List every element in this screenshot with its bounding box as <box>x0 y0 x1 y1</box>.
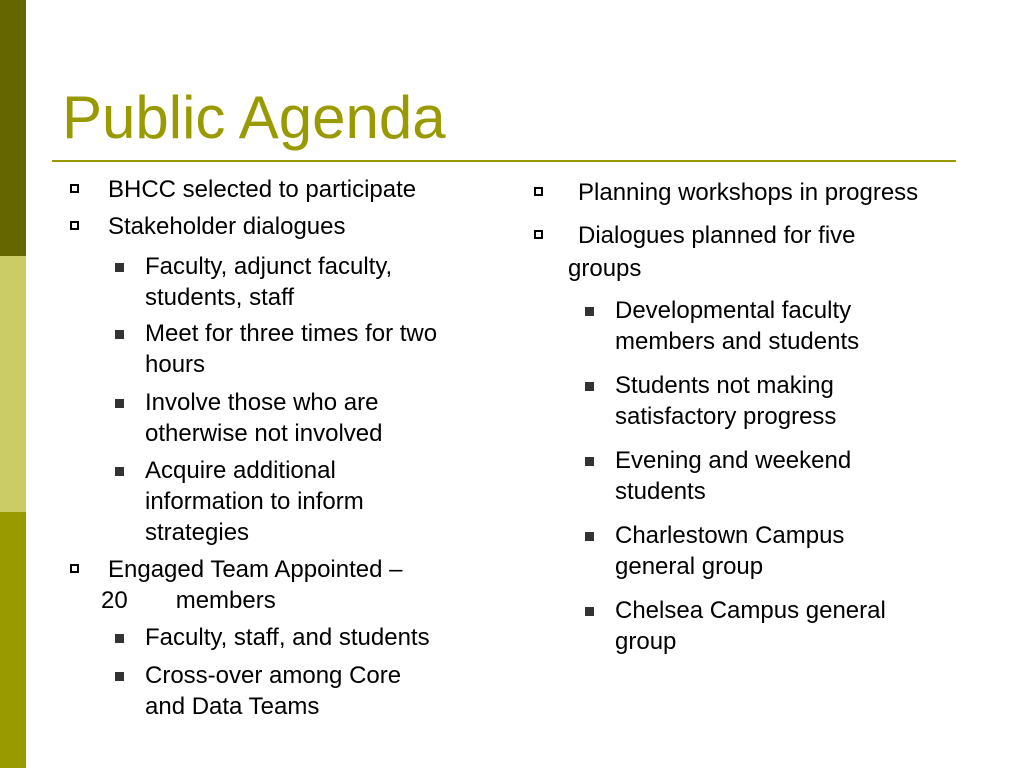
right-subitem <box>615 595 886 657</box>
title-divider <box>52 160 956 162</box>
left-bar-middle <box>0 256 26 512</box>
right-subitem-line: Evening and weekend <box>615 447 852 474</box>
left-bar-top <box>0 0 26 256</box>
hollow-square-bullet-icon <box>534 187 543 196</box>
filled-square-bullet-icon <box>115 467 124 476</box>
left-subitem-line: Faculty, adjunct faculty, <box>145 253 393 280</box>
filled-square-bullet-icon <box>115 634 124 643</box>
left-subitem-line: hours <box>145 351 206 378</box>
right-item-dialogues-text-line2: groups <box>568 255 642 282</box>
right-subitem <box>615 370 836 432</box>
hollow-square-bullet-icon <box>70 564 79 573</box>
left-subitem-line: Meet for three times for two <box>145 320 438 347</box>
left-item-bhcc-text: BHCC selected to participate <box>108 176 417 203</box>
left-subitem-line: strategies <box>145 519 250 546</box>
left-item-engaged-team-text: Engaged Team Appointed – <box>108 556 403 583</box>
left-subitem <box>145 455 364 548</box>
left-subitem <box>145 251 392 313</box>
left-subitem-line: and Data Teams <box>145 693 320 720</box>
right-subitem <box>615 295 859 357</box>
right-item-dialogues <box>578 220 856 252</box>
filled-square-bullet-icon <box>585 382 594 391</box>
left-subitem-line: Acquire additional <box>145 457 336 484</box>
right-subitem <box>615 520 844 582</box>
right-subitem-line: satisfactory progress <box>615 403 837 430</box>
left-subitem <box>145 622 430 653</box>
left-item-stakeholder <box>108 211 346 243</box>
right-subitem-line: general group <box>615 553 764 580</box>
left-item-engaged-team <box>108 554 402 586</box>
right-item-dialogues-continued <box>568 253 641 285</box>
slide-title: Public Agenda <box>62 84 446 151</box>
right-subitem-line: Developmental faculty <box>615 297 852 324</box>
right-subitem <box>615 445 851 507</box>
hollow-square-bullet-icon <box>70 184 79 193</box>
filled-square-bullet-icon <box>115 263 124 272</box>
left-item-engaged-team-continued <box>101 585 276 617</box>
right-item-dialogues-text: Dialogues planned for five <box>578 222 856 249</box>
left-subitem <box>145 318 437 380</box>
filled-square-bullet-icon <box>115 330 124 339</box>
left-subitem-line: students, staff <box>145 284 294 311</box>
left-item-stakeholder-text: Stakeholder dialogues <box>108 213 346 240</box>
left-subitem-line: Involve those who are <box>145 389 379 416</box>
right-subitem-line: Chelsea Campus general <box>615 597 886 624</box>
left-subitem <box>145 660 401 722</box>
filled-square-bullet-icon <box>585 457 594 466</box>
right-subitem-line: students <box>615 478 706 505</box>
right-subitem-line: Charlestown Campus <box>615 522 845 549</box>
filled-square-bullet-icon <box>115 399 124 408</box>
right-item-planning-text: Planning workshops in progress <box>578 179 919 206</box>
left-bar-bottom <box>0 512 26 768</box>
right-subitem-line: group <box>615 628 677 655</box>
left-subitem <box>145 387 382 449</box>
hollow-square-bullet-icon <box>534 230 543 239</box>
right-subitem-line: members and students <box>615 328 860 355</box>
left-subitem-line: Cross-over among Core <box>145 662 402 689</box>
left-subitem-line: otherwise not involved <box>145 420 383 447</box>
filled-square-bullet-icon <box>585 307 594 316</box>
hollow-square-bullet-icon <box>70 221 79 230</box>
filled-square-bullet-icon <box>585 607 594 616</box>
filled-square-bullet-icon <box>585 532 594 541</box>
left-subitem-line: Faculty, staff, and students <box>145 624 430 651</box>
right-subitem-line: Students not making <box>615 372 834 399</box>
filled-square-bullet-icon <box>115 672 124 681</box>
left-item-bhcc <box>108 174 416 206</box>
team-count: 20 <box>101 587 128 614</box>
right-item-planning <box>578 177 918 209</box>
left-subitem-line: information to inform <box>145 488 364 515</box>
team-members-label: members <box>175 587 276 614</box>
